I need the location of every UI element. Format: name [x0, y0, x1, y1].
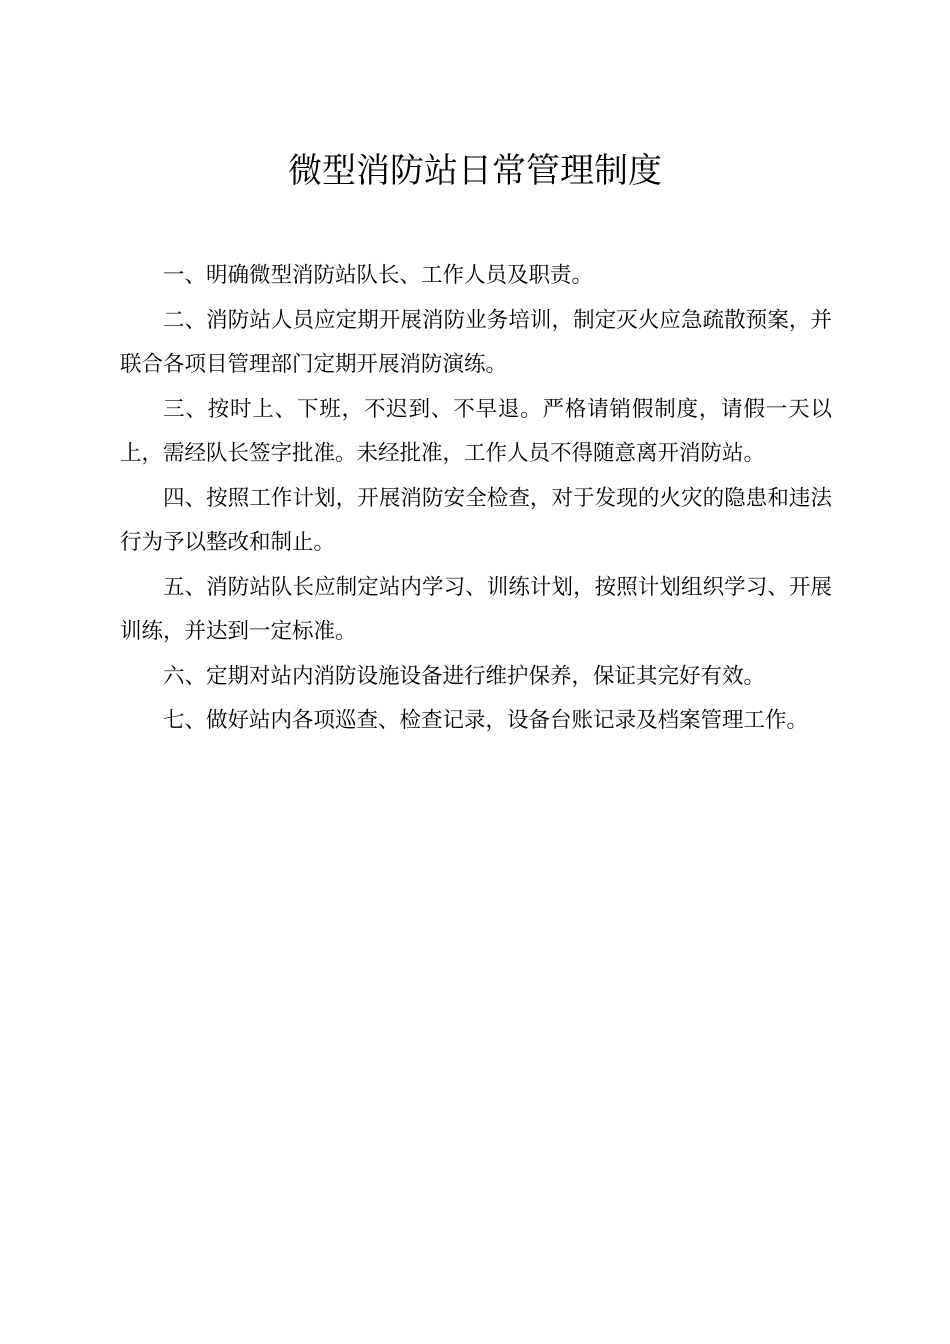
document-body — [120, 254, 832, 744]
paragraph-6: 六、定期对站内消防设施设备进行维护保养，保证其完好有效。 — [163, 663, 766, 689]
page-title: 微型消防站日常管理制度 — [288, 151, 662, 191]
paragraph-3: 三、按时上、下班，不迟到、不早退。严格请销假制度，请假一天以上，需经队长签字批准。未经批准，工作人员不得随意离开消防站。 — [120, 396, 832, 466]
paragraph-5: 五、消防站队长应制定站内学习、训练计划，按照计划组织学习、开展训练，并达到一定标准。 — [120, 574, 832, 644]
paragraph-7: 七、做好站内各项巡查、检查记录，设备台账记录及档案管理工作。 — [163, 708, 809, 733]
paragraph-1: 一、明确微型消防站队长、工作人员及职责。 — [163, 263, 594, 288]
paragraph-4: 四、按照工作计划，开展消防安全检查，对于发现的火灾的隐患和违法行为予以整改和制止。 — [120, 485, 832, 555]
paragraph-2: 二、消防站人员应定期开展消防业务培训，制定灭火应急疏散预案，并联合各项目管理部门定期开展消防演练。 — [120, 307, 832, 377]
